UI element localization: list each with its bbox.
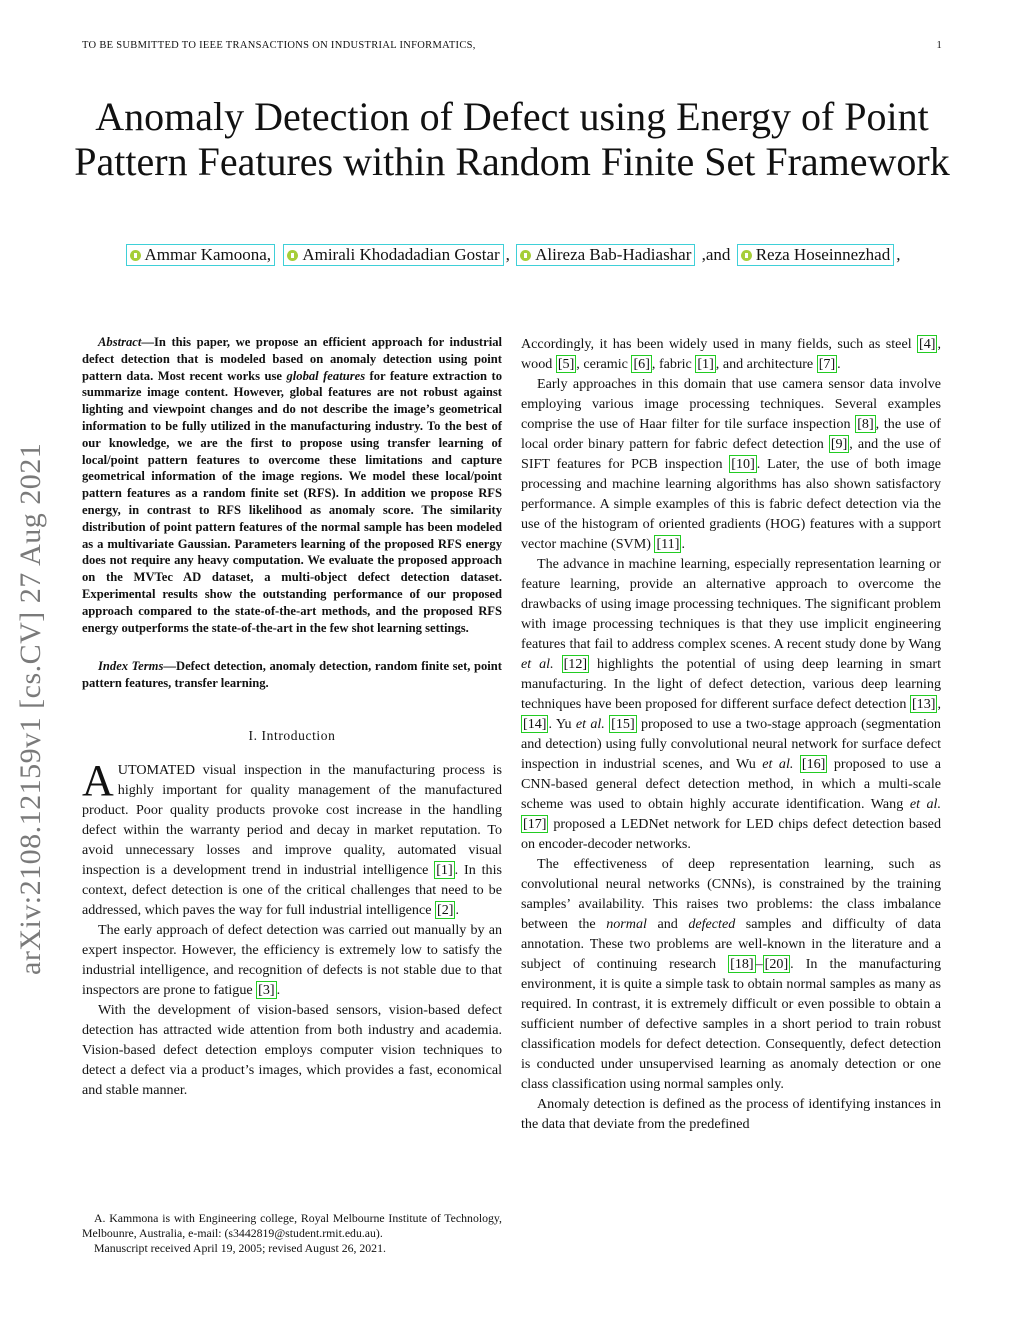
text: proposed to use a CNN-based general defect detection method, in which a multi-scale scheme was used to obtain highly accurate identification. Wang	[521, 756, 941, 812]
abstract-text: for feature extraction to summarize image content. However, global features are not robust against lighting and viewpoint changes and do not describe the image’s geometrical information to be fully utilized in the manufacturing industry. To the best of our knowledge, we are the first to propose using transfer learning of local/point pattern features to overcome these limitations and capture geometrical information of the image regions. We model these local/point pattern features as a random finite set (RFS). In addition we propose RFS energy, in contrast to RFS likelihood as anomaly score. The similarity distribution of point pattern features of the normal sample has been modeled as a multivariate Gaussian. Parameters learning of the proposed RFS energy does not require any heavy computation. We evaluate the proposed approach on the MVTec AD dataset, a multi-object defect detection dataset. Experimental results show the outstanding performance of our proposed approach compared to the state-of-the-art methods, and the proposed RFS energy outperforms the state-of-the-art in the few shot learning settings.	[82, 368, 502, 635]
text: , and architecture	[715, 356, 817, 372]
citation-link[interactable]: [20]	[764, 956, 789, 972]
text: .	[837, 356, 841, 372]
text: UTOMATED visual inspection in the manufacturing process is highly important for quality management of the manufactured product. Poor quality products provoke cost increase in the handling defect within the warranty period and decay in market reputation. To avoid unnecessary losses and improve quality, automated visual inspection is a development trend in industrial intelligence	[82, 761, 502, 878]
orcid-icon	[130, 250, 141, 261]
journal-header: TO BE SUBMITTED TO IEEE TRANSACTIONS ON INDUSTRIAL INFORMATICS,	[82, 40, 476, 51]
right-paragraph-2	[521, 374, 941, 554]
citation-link[interactable]: [7]	[818, 356, 836, 372]
text: The early approach of defect detection was carried out manually by an expert inspector. However, the efficiency is extremely low to satisfy the industrial intelligence, and recognition of defects is not stable due to that inspectors are prone to fatigue	[82, 921, 502, 998]
text: . In this context, defect detection is one of the critical challenges that need to be addressed, which paves the way for full industrial intelligence	[82, 861, 502, 918]
text: , and the use of SIFT features for PCB inspection	[521, 436, 941, 472]
intro-paragraph-3: With the development of vision-based sensors, vision-based defect detection has attracted wide attention from both industry and academia. Vision-based defect detection employs computer vision techniques to detect a defect via a product’s images, which provides a fast, economical and stable manner.	[82, 1001, 502, 1098]
text: , wood	[521, 336, 941, 372]
text: Early approaches in this domain that use camera sensor data involve employing various image processing techniques. Several examples comprise the use of Haar filter for tile surface inspection	[521, 376, 941, 432]
author-link-2[interactable]	[283, 244, 503, 266]
section-heading: I. Introduction	[248, 727, 336, 743]
text: samples and difficulty of data annotation. These two problems are well-known in the literature and a subject of continuing research	[521, 916, 941, 972]
running-header	[82, 40, 942, 56]
footnote	[82, 1211, 502, 1256]
drop-cap: A	[82, 755, 114, 805]
abstract-label: Abstract	[98, 335, 142, 349]
footnote-affiliation: A. Kammona is with Engineering college, Royal Melbourne Institute of Technology, Melbounre, Australia, e-mail: (s3442819@student.rmit.edu.au).	[82, 1211, 502, 1240]
citation-link[interactable]: [18]	[730, 956, 754, 972]
text: , the use of local order binary pattern for fabric defect detection	[521, 416, 941, 452]
abstract-emphasis: global features	[286, 368, 366, 383]
text: . In the manufacturing environment, it is quite a simple task to obtain normal samples as many as required. In contrast, it is extremely difficult or even possible to obtain a sufficient number of defective samples in a short period to train robust classification models for defect detection. Consequently, defect detection is conducted under unsupervised learning as anomaly detection or one class classification using normal samples only.	[521, 956, 942, 1092]
text-emphasis: defected	[688, 916, 736, 932]
text: highlights the potential of using deep learning in smart manufacturing. In the light of defect detection, various deep learning techniques have been proposed for different surface defect detection	[521, 656, 941, 712]
text: and	[646, 916, 689, 932]
citation-link[interactable]: [6]	[633, 356, 650, 372]
citation-link[interactable]: [1]	[697, 356, 714, 372]
text-emphasis: normal	[606, 916, 647, 932]
index-terms-text: —Defect detection, anomaly detection, random finite set, point pattern features, transfer learning.	[82, 659, 502, 691]
right-paragraph-4	[521, 854, 941, 1094]
citation-link[interactable]: [2]	[437, 901, 454, 918]
author-separator: ,	[896, 245, 901, 264]
left-column	[82, 334, 502, 1100]
right-paragraph-1	[521, 334, 941, 374]
text: , ceramic	[576, 356, 632, 372]
citation-link[interactable]: [8]	[857, 416, 874, 432]
right-paragraph-3	[521, 554, 941, 854]
footnote-manuscript: Manuscript received April 19, 2005; revised August 26, 2021.	[94, 1241, 386, 1255]
text: The advance in machine learning, especially representation learning or feature learning, provide an alternative approach to overcome the drawbacks of using image processing techniques. The significant problem with image processing techniques is that they use implicit engineering features that fail to address complex scenes. A recent study done by Wang	[521, 556, 941, 652]
author-list	[60, 244, 964, 266]
intro-paragraph-2	[82, 920, 502, 1000]
citation-link[interactable]: [12]	[563, 656, 588, 672]
citation-link[interactable]: [15]	[611, 716, 635, 732]
text: The effectiveness of deep representation learning, such as convolutional neural networks (CNNs), is constrained by the training samples’ availability. This raises two problems: the class imbalance between the	[521, 856, 941, 932]
citation-link[interactable]: [17]	[523, 816, 547, 832]
citation-link[interactable]: [5]	[557, 356, 575, 372]
text: .	[276, 981, 281, 998]
author-name: Reza Hoseinnezhad	[755, 245, 891, 264]
text: .	[681, 536, 685, 552]
orcid-icon	[287, 250, 298, 261]
index-terms-label: Index Terms	[98, 659, 164, 674]
citation-link[interactable]: [4]	[919, 336, 936, 352]
author-separator: ,and	[701, 245, 731, 264]
text-emphasis: et al.	[575, 716, 605, 732]
text: . Yu	[548, 716, 576, 732]
text: proposed a LEDNet network for LED chips defect detection based on encoder-decoder networks.	[521, 816, 941, 852]
text: . Later, the use of both image processing and machine learning algorithms has also shown satisfactory performance. A simple examples of this is fabric defect detection via the use of the histogram of oriented gradients (HOG) features with a support vector machine (SVM)	[521, 456, 941, 552]
citation-link[interactable]: [13]	[911, 696, 936, 712]
text: ,	[937, 696, 941, 712]
orcid-icon	[741, 250, 752, 261]
text: –	[755, 956, 763, 972]
text-emphasis: et al.	[762, 756, 794, 772]
orcid-icon	[520, 250, 531, 261]
intro-paragraph-1	[82, 755, 502, 920]
citation-link[interactable]: [1]	[436, 861, 453, 878]
page-number: 1	[936, 40, 942, 51]
author-link-4[interactable]	[737, 244, 895, 266]
text: proposed to use a two-stage approach (segmentation and detection) using fully convolutional neural network for surface defect inspection in industrial scenes, and Wu	[521, 716, 941, 772]
citation-link[interactable]: [10]	[731, 456, 755, 472]
paper-title: Anomaly Detection of Defect using Energy of Point Pattern Features within Random Finite Set Framework	[74, 94, 950, 184]
right-paragraph-5: Anomaly detection is defined as the process of identifying instances in the data that deviate from the predefined	[521, 1096, 941, 1132]
text: .	[455, 901, 459, 918]
index-terms	[82, 658, 502, 692]
author-link-3[interactable]	[516, 244, 695, 266]
citation-link[interactable]: [9]	[830, 436, 848, 452]
right-column	[521, 334, 941, 1134]
author-name: Ammar Kamoona,	[144, 245, 272, 264]
text-emphasis: et al.	[909, 796, 941, 812]
arxiv-stamp: arXiv:2108.12159v1 [cs.CV] 27 Aug 2021	[14, 442, 47, 975]
citation-link[interactable]: [14]	[523, 716, 547, 732]
text: , fabric	[651, 356, 696, 372]
text: Accordingly, it has been widely used in many fields, such as steel	[521, 336, 918, 352]
text-emphasis: et al.	[521, 656, 554, 672]
abstract-dash: —	[141, 335, 154, 349]
citation-link[interactable]: [16]	[801, 756, 826, 772]
author-separator: ,	[505, 245, 510, 264]
abstract	[82, 334, 502, 636]
author-link-1[interactable]	[126, 244, 276, 266]
citation-link[interactable]: [11]	[656, 536, 680, 552]
author-name: Alireza Bab-Hadiashar	[535, 245, 692, 264]
abstract-text: In this paper, we propose an efficient approach for industrial defect detection that is modeled based on anomaly detection using point pattern data. Most recent works use	[82, 335, 502, 383]
citation-link[interactable]: [3]	[258, 981, 275, 998]
author-name: Amirali Khodadadian Gostar	[302, 245, 500, 264]
